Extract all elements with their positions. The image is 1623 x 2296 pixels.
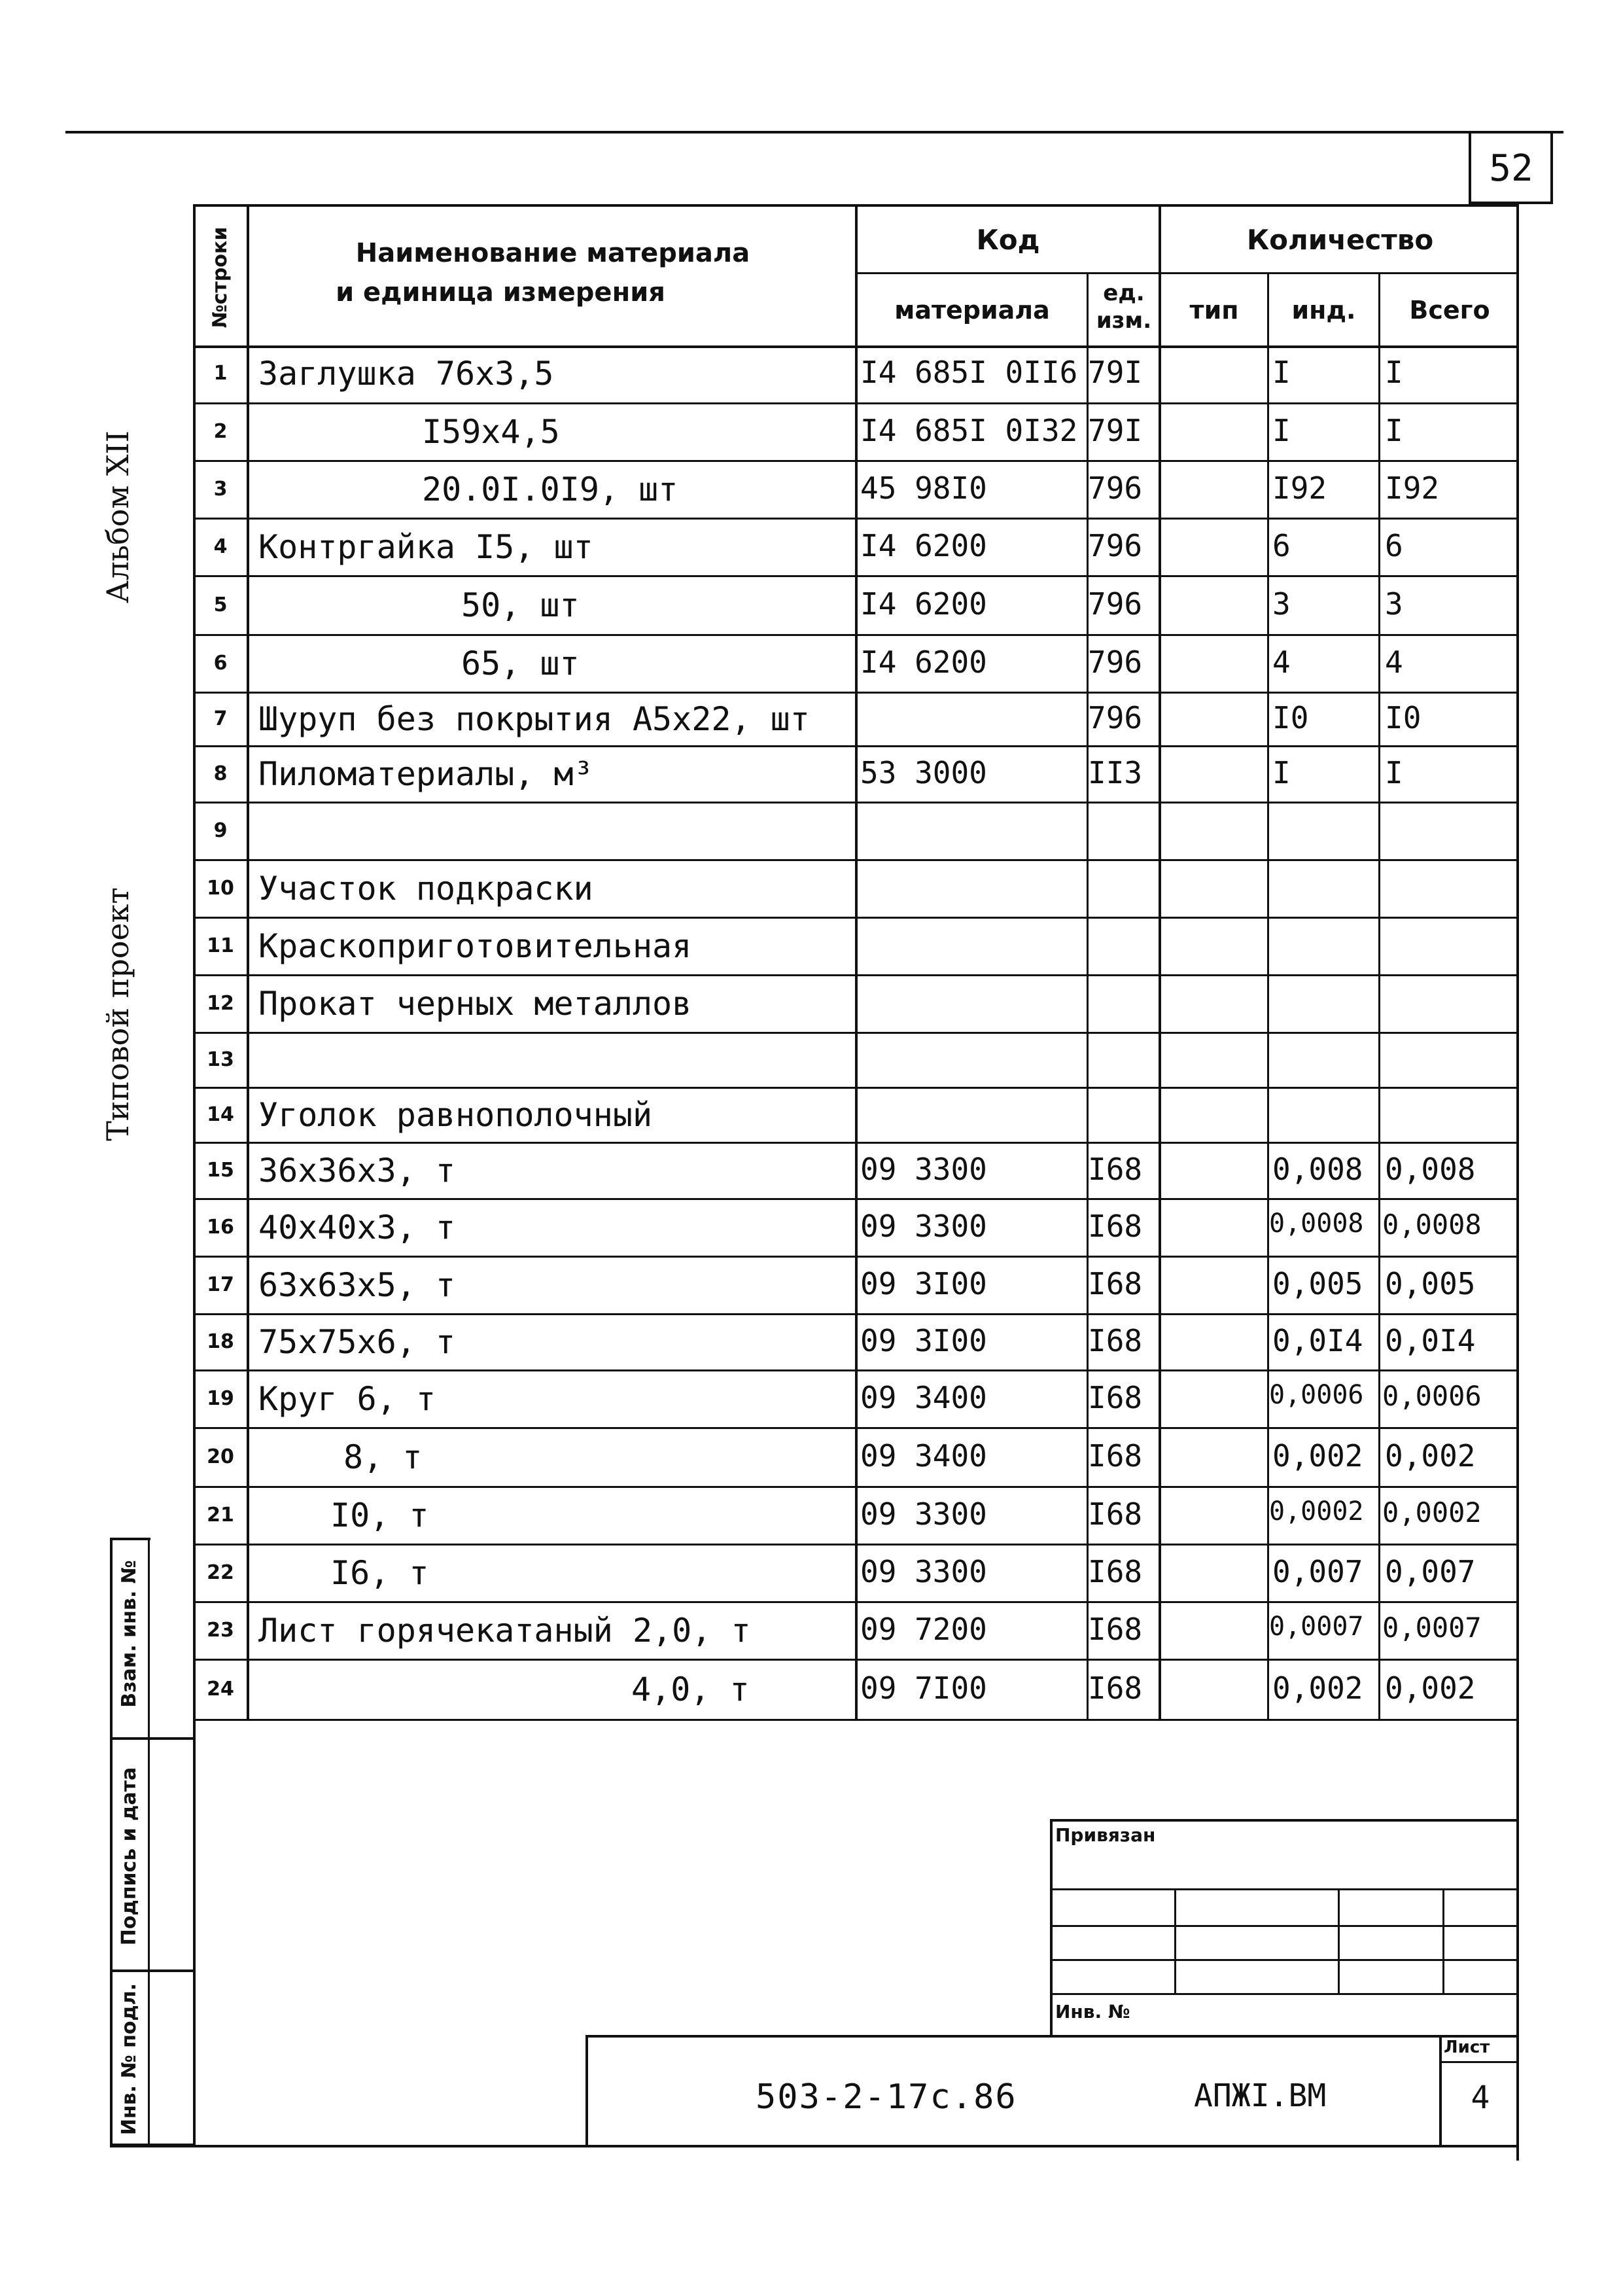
table-row (193, 462, 1519, 520)
page-number: 52 (1489, 147, 1533, 190)
table-row (193, 804, 1519, 861)
header-qty-ind: инд. (1291, 296, 1356, 325)
doc-code: 503-2-17с.86 (756, 2077, 1017, 2117)
row-number: 9 (213, 819, 228, 842)
row-qty-total: I92 (1385, 470, 1440, 506)
row-material-code: I4 685I 0II6 (860, 355, 1078, 390)
header-name-line1: Наименование материала (355, 238, 750, 268)
table-row (193, 1371, 1519, 1429)
table-row (193, 976, 1519, 1034)
row-unit-code: 796 (1088, 700, 1143, 735)
row-unit-code: I68 (1088, 1209, 1143, 1244)
row-unit-code: I68 (1088, 1380, 1143, 1415)
table-row (193, 1258, 1519, 1315)
row-material-code: I4 6200 (860, 645, 987, 680)
album-label: Альбом XII (100, 431, 135, 603)
row-number: 4 (213, 535, 228, 558)
row-qty-total: 0,002 (1385, 1438, 1476, 1474)
left-stamp-strip (110, 1538, 195, 2146)
table-row (193, 1144, 1519, 1200)
row-qty-total: 3 (1385, 586, 1403, 622)
page-number-box-right (1550, 131, 1553, 204)
row-unit-code: I68 (1088, 1323, 1143, 1358)
row-name: I0, т (330, 1496, 429, 1534)
top-rule (65, 131, 1563, 133)
row-name: I6, т (330, 1554, 429, 1592)
row-qty-ind: 0,002 (1272, 1670, 1363, 1706)
table-row (193, 345, 1519, 404)
doc-mark: АПЖI.ВМ (1194, 2077, 1327, 2114)
row-name: I59х4,5 (422, 413, 560, 451)
row-name: Контргайка I5, шт (258, 528, 593, 566)
row-name: 75х75х6, т (258, 1323, 456, 1361)
row-qty-total: 0,0008 (1382, 1209, 1482, 1241)
row-number: 19 (207, 1387, 234, 1410)
row-qty-ind: 0,007 (1272, 1554, 1363, 1589)
row-name: 40х40х3, т (258, 1209, 456, 1246)
header-code-unit-2: изм. (1096, 308, 1152, 334)
row-material-code: 09 3I00 (860, 1323, 987, 1358)
row-unit-code: 79I (1088, 355, 1143, 390)
row-material-code: I4 685I 0I32 (860, 413, 1078, 448)
row-qty-total: 0,005 (1385, 1266, 1476, 1301)
row-qty-ind: I (1272, 413, 1291, 448)
row-qty-ind: I92 (1272, 470, 1327, 506)
row-number: 16 (207, 1216, 234, 1239)
row-qty-total: 6 (1385, 528, 1403, 563)
row-qty-total: I (1385, 355, 1403, 390)
row-qty-total: 0,0007 (1382, 1612, 1482, 1644)
table-row (193, 1429, 1519, 1488)
row-material-code: 09 7200 (860, 1612, 987, 1647)
row-name: Уголок равнополочный (258, 1096, 653, 1134)
row-number: 3 (213, 478, 228, 501)
table-row (193, 919, 1519, 976)
table-row (193, 1315, 1519, 1371)
inv-no-label: Инв. № (1055, 2001, 1130, 2022)
row-material-code: 09 3400 (860, 1438, 987, 1474)
row-name: 50, шт (461, 586, 580, 624)
row-qty-ind: I0 (1272, 700, 1309, 735)
list-label: Лист (1444, 2038, 1490, 2057)
row-unit-code: 796 (1088, 645, 1143, 680)
row-qty-total: 0,008 (1385, 1152, 1476, 1187)
row-material-code: 09 7I00 (860, 1670, 987, 1706)
row-material-code: 09 3300 (860, 1496, 987, 1532)
row-qty-total: 0,0002 (1382, 1496, 1482, 1528)
row-number: 10 (207, 877, 234, 900)
title-block (585, 1819, 1519, 2147)
table-row (193, 1034, 1519, 1089)
row-name: Прокат черных металлов (258, 985, 692, 1023)
row-number: 2 (213, 420, 228, 443)
header-row-no: №строки (209, 226, 232, 328)
row-unit-code: 796 (1088, 586, 1143, 622)
row-name: Лист горячекатаный 2,0, т (258, 1612, 751, 1650)
row-unit-code: II3 (1088, 755, 1143, 790)
table-row (193, 636, 1519, 694)
row-name: Пиломатериалы, м³ (258, 755, 593, 793)
row-qty-total: 0,007 (1385, 1554, 1476, 1589)
row-number: 23 (207, 1619, 234, 1642)
row-unit-code: I68 (1088, 1266, 1143, 1301)
row-qty-ind: 0,0I4 (1272, 1323, 1363, 1358)
materials-table (193, 204, 1519, 1721)
row-qty-total: I0 (1385, 700, 1422, 735)
row-number: 17 (207, 1273, 234, 1296)
row-qty-total: 0,002 (1385, 1670, 1476, 1706)
header-code: Код (976, 224, 1040, 256)
row-name: 4,0, т (631, 1670, 750, 1708)
row-number: 12 (207, 992, 234, 1015)
row-number: 8 (213, 762, 228, 785)
row-name: 8, т (343, 1438, 423, 1476)
table-row (193, 1603, 1519, 1661)
row-qty-ind: I (1272, 355, 1291, 390)
row-number: 13 (207, 1048, 234, 1071)
podpis-label: Подпись и дата (118, 1767, 141, 1946)
table-row (193, 404, 1519, 462)
row-qty-ind: 6 (1272, 528, 1291, 563)
row-qty-ind: 0,0006 (1269, 1380, 1364, 1410)
table-row (193, 1200, 1519, 1258)
row-number: 11 (207, 934, 234, 957)
row-qty-ind: 0,002 (1272, 1438, 1363, 1474)
row-number: 24 (207, 1678, 234, 1701)
table-row (193, 520, 1519, 577)
row-material-code: 09 3300 (860, 1554, 987, 1589)
row-unit-code: I68 (1088, 1152, 1143, 1187)
row-material-code: 45 98I0 (860, 470, 987, 506)
row-name: Заглушка 76х3,5 (258, 355, 554, 393)
row-material-code: 53 3000 (860, 755, 987, 790)
table-row (193, 1661, 1519, 1721)
row-qty-total: 4 (1385, 645, 1403, 680)
vzam-inv-label: Взам. инв. № (118, 1560, 141, 1708)
row-material-code: 09 3400 (860, 1380, 987, 1415)
row-qty-total: 0,0006 (1382, 1380, 1482, 1412)
row-qty-total: 0,0I4 (1385, 1323, 1476, 1358)
row-unit-code: 796 (1088, 528, 1143, 563)
row-unit-code: 796 (1088, 470, 1143, 506)
row-qty-ind: 0,0008 (1269, 1209, 1364, 1239)
row-qty-ind: I (1272, 755, 1291, 790)
row-number: 7 (213, 707, 228, 730)
row-material-code: I4 6200 (860, 528, 987, 563)
row-number: 14 (207, 1103, 234, 1126)
project-label: Типовой проект (100, 887, 135, 1141)
row-name: 65, шт (461, 645, 580, 682)
row-number: 21 (207, 1504, 234, 1527)
row-qty-ind: 4 (1272, 645, 1291, 680)
table-row (193, 1488, 1519, 1545)
row-name: Краскоприготовительная (258, 927, 692, 965)
page-number-box-left (1469, 131, 1471, 204)
row-number: 15 (207, 1159, 234, 1182)
row-number: 18 (207, 1330, 234, 1353)
header-code-material: материала (894, 296, 1050, 325)
row-name: Шуруп без покрытия А5х22, шт (258, 700, 810, 738)
row-unit-code: I68 (1088, 1612, 1143, 1647)
list-number: 4 (1471, 2079, 1490, 2116)
row-number: 20 (207, 1445, 234, 1468)
header-quantity: Количество (1246, 224, 1434, 256)
row-number: 6 (213, 652, 228, 675)
row-number: 22 (207, 1561, 234, 1584)
row-qty-total: I (1385, 413, 1403, 448)
inv-podl-label: Инв. № подл. (118, 1983, 141, 2136)
row-material-code: I4 6200 (860, 586, 987, 622)
row-qty-ind: 0,0007 (1269, 1612, 1364, 1642)
row-number: 1 (213, 362, 228, 385)
table-row (193, 1089, 1519, 1144)
row-qty-total: I (1385, 755, 1403, 790)
row-name: 63х63х5, т (258, 1266, 456, 1304)
header-code-unit-1: ед. (1103, 280, 1145, 306)
table-row (193, 1545, 1519, 1603)
header-qty-total: Всего (1409, 296, 1490, 325)
row-unit-code: I68 (1088, 1554, 1143, 1589)
table-row (193, 861, 1519, 919)
header-qty-type: тип (1189, 296, 1239, 325)
table-row (193, 577, 1519, 636)
row-qty-ind: 0,005 (1272, 1266, 1363, 1301)
row-unit-code: I68 (1088, 1670, 1143, 1706)
header-name-line2: и единица измерения (336, 277, 665, 308)
privyazan-label: Привязан (1055, 1824, 1156, 1846)
row-number: 5 (213, 593, 228, 616)
row-material-code: 09 3I00 (860, 1266, 987, 1301)
row-qty-ind: 0,0002 (1269, 1496, 1364, 1527)
row-material-code: 09 3300 (860, 1209, 987, 1244)
row-name: Участок подкраски (258, 870, 593, 908)
row-name: 36х36х3, т (258, 1152, 456, 1190)
row-qty-ind: 0,008 (1272, 1152, 1363, 1187)
row-material-code: 09 3300 (860, 1152, 987, 1187)
row-unit-code: 79I (1088, 413, 1143, 448)
row-name: Круг 6, т (258, 1380, 436, 1418)
table-row (193, 694, 1519, 747)
row-unit-code: I68 (1088, 1496, 1143, 1532)
row-qty-ind: 3 (1272, 586, 1291, 622)
row-name: 20.0I.0I9, шт (422, 470, 678, 508)
row-unit-code: I68 (1088, 1438, 1143, 1474)
table-row (193, 747, 1519, 804)
